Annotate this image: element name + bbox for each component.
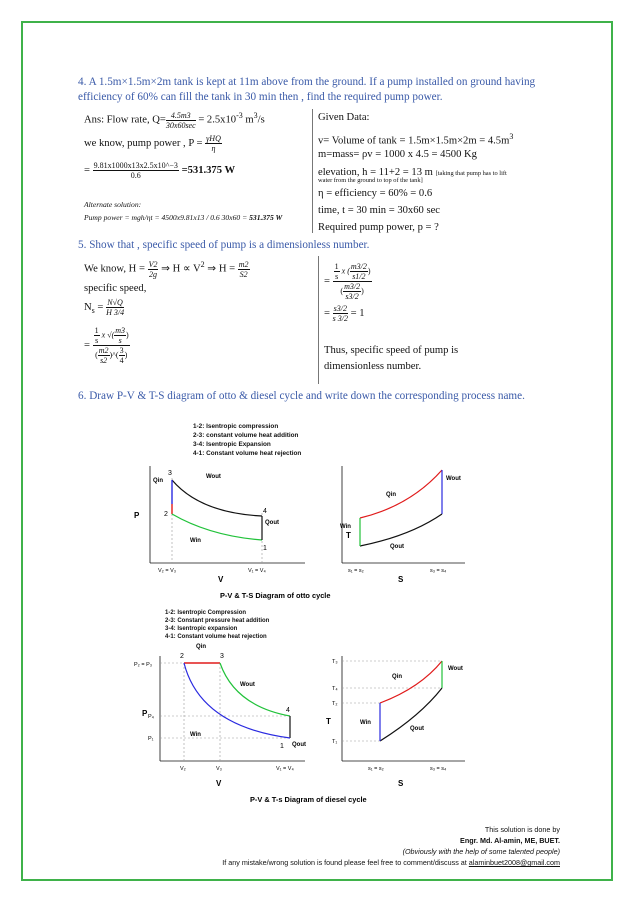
result-line-2 (324, 304, 365, 323)
result-1-b-frac (350, 262, 368, 281)
otto-ts-heat-addition-curve (360, 470, 442, 518)
credit-line-3: (Obviously with the help of some talented people) (402, 847, 560, 856)
flow-unit-end: /s (257, 114, 265, 126)
result-1-a-num: 1 (334, 262, 339, 271)
question-5-title: 5. Show that , specific speed of pump is a dimensionless number. (78, 239, 370, 251)
otto-ts-qout-label: Qout (390, 544, 404, 550)
diesel-pv-p1-label: P₁ (148, 736, 154, 742)
given-efficiency: η = efficiency = 60% = 0.6 (318, 188, 433, 199)
conclusion-line-1: Thus, specific speed of pump is (324, 345, 459, 356)
power-denominator: η (211, 144, 216, 153)
head-fraction-2-den: S2 (239, 269, 248, 279)
ns-sub-eq: = (84, 339, 90, 351)
result-1-fraction (333, 262, 372, 301)
diesel-pv-wout-label: Wout (240, 682, 255, 688)
ns-sub-fraction (93, 326, 130, 365)
diesel-legend-2: 2-3: Constant pressure heat addition (165, 618, 270, 624)
otto-pv-v-label: V (218, 575, 224, 584)
ns-sub-top (93, 326, 130, 346)
power-calc-result: =531.375 W (181, 164, 236, 176)
head-fraction-2 (238, 260, 250, 279)
diesel-pv-v2-label: V₂ (180, 766, 186, 772)
given-time: time, t = 30 min = 30x60 sec (318, 205, 440, 216)
ns-numerator: N√Q (107, 298, 123, 307)
diesel-pv-win-label: Win (190, 732, 201, 738)
diesel-ts-diagram (326, 656, 465, 788)
diesel-pv-v3-label: V₃ (216, 766, 222, 772)
result-1-a (334, 262, 340, 281)
credit-line-2: Engr. Md. Al-amin, ME, BUET. (460, 836, 560, 845)
otto-pv-qin-label: Qin (153, 478, 163, 484)
otto-pv-win-label: Win (190, 538, 201, 544)
power-fraction (205, 134, 222, 153)
alternate-solution-text (84, 211, 282, 224)
otto-ts-win-label: Win (340, 524, 351, 530)
result-2-end: = 1 (350, 307, 365, 319)
flow-result: = 2.5x10 (198, 114, 237, 126)
ns-sub-pow-den: 4 (119, 356, 124, 365)
otto-ts-heat-rejection-curve (360, 514, 442, 546)
result-1-b-den: s1/2 (352, 272, 366, 281)
head-fraction-1-den: 2g (149, 269, 158, 279)
ns-sub-pow-num: 3 (119, 346, 124, 355)
ns-sub-bottom-frac (98, 346, 110, 365)
diesel-ts-t4-label: T₄ (332, 686, 338, 692)
otto-pv-point-2: 2 (164, 511, 168, 518)
ns-formula (84, 298, 124, 317)
diesel-ts-qin-label: Qin (392, 674, 402, 680)
power-calc-fraction (93, 161, 179, 180)
head-fraction-1 (148, 260, 159, 279)
result-2-num: s3/2 (333, 304, 347, 313)
otto-caption: P-V & T-S Diagram of otto cycle (220, 591, 331, 600)
diesel-pv-point-2: 2 (180, 653, 184, 660)
credit-line-4 (222, 857, 560, 868)
diesel-legend (165, 610, 270, 640)
result-2-eq: = (324, 307, 330, 319)
otto-pv-diagram (134, 466, 305, 584)
diesel-legend-4: 4-1: Constant volume heat rejection (165, 634, 267, 640)
ns-sub-a (94, 326, 100, 345)
result-1-b: x ( (341, 266, 350, 276)
otto-pv-compression-curve (172, 514, 262, 540)
diesel-ts-s1s2-label: s₁ = s₂ (368, 766, 384, 772)
ns-sub-b: x √( (101, 330, 115, 340)
otto-legend-2: 2-3: constant volume heat addition (193, 432, 299, 439)
q5-column-divider (318, 256, 319, 384)
given-elevation-note-2: water from the ground to top of the tank] (318, 177, 423, 184)
otto-pv-p-label: P (134, 511, 140, 520)
flow-unit-exponent: 3 (253, 111, 258, 120)
result-1-bottom: ( $\frac{m3/2}{s3/2}$ ) (340, 282, 364, 301)
diesel-ts-s3s4-label: s₃ = s₄ (430, 766, 447, 772)
ns-substitution (84, 326, 130, 365)
ns-sub-bottom-den: s2 (100, 356, 108, 365)
diesel-pv-p2p3-label: P₂ = P₃ (134, 662, 152, 668)
diesel-pv-qout-label: Qout (292, 742, 306, 748)
given-elevation-note-1: [taking that pump has to lift (435, 170, 507, 177)
given-volume-exponent: 3 (509, 132, 514, 141)
diesel-pv-p-label: P (142, 709, 148, 718)
alternate-solution-formula: Pump power = mgh/ηt = 4500x9.81x13 / 0.6 30x60 = (84, 213, 250, 222)
diesel-ts-t1-label: T₁ (332, 739, 338, 745)
given-elevation-text: elevation, h = 11+2 = 13 m (318, 167, 433, 178)
diesel-pv-expansion-curve (220, 663, 290, 716)
otto-pv-expansion-curve (172, 480, 262, 516)
otto-legend-3: 3-4: Isentropic Expansion (193, 441, 271, 448)
diesel-cycle-diagram (120, 606, 490, 806)
otto-pv-point-3: 3 (168, 470, 172, 477)
ns-sub-b-end: ) (126, 330, 129, 340)
diesel-ts-t2-label: T₂ (332, 701, 338, 707)
ns-sub-bottom-num: m2 (98, 346, 109, 355)
result-1-c-num: m3/2 (344, 282, 361, 291)
diesel-pv-point-4: 4 (286, 707, 290, 714)
diesel-ts-wout-label: Wout (448, 666, 463, 672)
result-1-eq: = (324, 275, 330, 287)
otto-ts-s3s4-label: s₃ = s₄ (430, 568, 447, 574)
ns-eq: = (94, 301, 104, 313)
ns-sub-a-num: 1 (94, 326, 99, 335)
diesel-pv-v1v4-label: V₁ = V₄ (276, 766, 294, 772)
question-4-title: 4. A 1.5m×1.5m×2m tank is kept at 11m above from the ground. If a pump installed on ground having efficiency of 60% can fill the tank in 30 min then , find the required pump power. (78, 76, 536, 103)
power-formula-label: we know, pump power , P = (84, 137, 203, 149)
otto-pv-point-4: 4 (263, 508, 267, 515)
diesel-legend-3: 3-4: Isentropic expansion (165, 626, 238, 632)
flow-rate-line (84, 109, 265, 130)
diesel-pv-compression-curve (184, 663, 290, 738)
flow-fraction (166, 111, 196, 130)
result-1-c-frac (343, 282, 361, 301)
flow-unit: m (242, 114, 254, 126)
diesel-legend-1: 1-2: Isentropic Compression (165, 610, 247, 616)
alternate-solution-title: Alternate solution: (84, 200, 142, 209)
given-mass: m=mass= ρv = 1000 x 4.5 = 4500 Kg (318, 149, 477, 160)
ns-sub-b-num: m3 (115, 326, 126, 335)
head-proportional-exp: 2 (200, 260, 205, 269)
q4-column-divider (312, 109, 313, 233)
diesel-ts-t3-label: T₃ (332, 659, 338, 665)
flow-rate-label: Ans: Flow rate, Q= (84, 114, 166, 126)
head-label: We know, H = (84, 263, 145, 275)
otto-legend-4: 4-1: Constant volume heat rejection (193, 450, 302, 457)
head-relation-line (84, 258, 250, 279)
power-calc-line (84, 161, 235, 180)
credit-line-4-text: If any mistake/wrong solution is found please feel free to comment/discuss at (222, 858, 469, 867)
result-2-fraction (333, 304, 348, 323)
ns-sub-a-den: s (95, 336, 99, 345)
result-1-b-num: m3/2 (350, 262, 367, 271)
head-fraction-1-num: V2 (148, 259, 158, 269)
diesel-ts-heat-addition-curve (380, 661, 442, 703)
diesel-pv-v-label: V (216, 779, 222, 788)
diesel-ts-t-label: T (326, 717, 331, 726)
given-required: Required pump power, p = ? (318, 222, 439, 233)
diesel-pv-p4-label: P₄ (148, 714, 154, 720)
ns-sub-b-frac (114, 326, 126, 345)
diesel-caption: P-V & T-s Diagram of diesel cycle (250, 795, 367, 804)
diesel-pv-qin-label: Qin (196, 644, 206, 650)
result-2-den: s 3/2 (332, 314, 348, 323)
head-proportional: ⇒ H ∝ V (161, 263, 201, 275)
otto-cycle-diagram (120, 418, 490, 606)
head-equals: ⇒ H = (207, 263, 236, 275)
alternate-solution-result: 531.375 W (249, 213, 283, 222)
power-calc-numerator: 9.81x1000x13x2.5x10^−3 (93, 161, 178, 170)
otto-legend (193, 423, 301, 457)
ns-sub-bottom: ( $\frac{m2}{s2}$ )^( $\frac{3}{4}$ ) (95, 346, 128, 365)
power-numerator: γHQ (206, 134, 221, 143)
result-line-1 (324, 262, 372, 301)
diesel-pv-point-1: 1 (280, 743, 284, 750)
otto-legend-1: 1-2: Isentropic compression (193, 423, 279, 430)
diesel-ts-heat-rejection-curve (380, 688, 442, 741)
ns-fraction (106, 298, 124, 317)
otto-ts-qin-label: Qin (386, 492, 396, 498)
ns-sub-b-den: s (118, 336, 122, 345)
otto-ts-diagram (340, 466, 465, 584)
ns-symbol: N (84, 301, 92, 313)
credit-email-link[interactable]: alaminbuet2008@gmail.com (468, 858, 560, 867)
conclusion-line-2: dimensionless number. (324, 361, 422, 372)
question-6-title: 6. Draw P-V & T-S diagram of otto & diesel cycle and write down the corresponding process name. (78, 390, 525, 402)
flow-numerator: 4.5m3 (166, 111, 196, 121)
power-calc-eq: = (84, 164, 90, 176)
otto-pv-point-1: 1 (263, 545, 267, 552)
diesel-pv-point-3: 3 (220, 653, 224, 660)
credit-line-1: This solution is done by (484, 825, 560, 834)
result-1-a-den: s (335, 272, 339, 281)
diesel-ts-qout-label: Qout (410, 726, 424, 732)
otto-pv-v1v4-label: V₁ = V₄ (248, 568, 266, 574)
given-volume-text: v= Volume of tank = 1.5m×1.5m×2m = 4.5m (318, 135, 510, 147)
ns-denominator: H 3/4 (106, 308, 125, 317)
power-calc-denominator: 0.6 (130, 171, 141, 180)
specific-speed-label: specific speed, (84, 283, 147, 294)
given-data-title: Given Data: (318, 112, 370, 123)
diesel-pv-diagram (134, 644, 306, 788)
result-1-top: $\frac{1}{s}$ x ( $\frac{m3/2}{s1/2}$ ) (334, 262, 371, 281)
power-formula-line (84, 134, 222, 153)
otto-pv-wout-label: Wout (206, 474, 221, 480)
result-1-c-den: s3/2 (345, 292, 359, 301)
otto-ts-s-label: S (398, 575, 404, 584)
diesel-ts-win-label: Win (360, 720, 371, 726)
otto-pv-qout-label: Qout (265, 520, 279, 526)
otto-ts-wout-label: Wout (446, 476, 461, 482)
otto-ts-t-label: T (346, 531, 351, 540)
head-fraction-2-num: m2 (238, 259, 249, 269)
otto-pv-v2v3-label: V₂ = V₃ (158, 568, 176, 574)
otto-ts-s1s2-label: s₁ = s₂ (348, 568, 364, 574)
flow-exponent: -3 (236, 111, 243, 120)
ns-sub-pow (119, 346, 125, 365)
flow-denominator: 30x60sec (165, 120, 196, 130)
ns-subscript: s (91, 306, 95, 316)
given-volume (318, 130, 513, 148)
diesel-ts-s-label: S (398, 779, 404, 788)
